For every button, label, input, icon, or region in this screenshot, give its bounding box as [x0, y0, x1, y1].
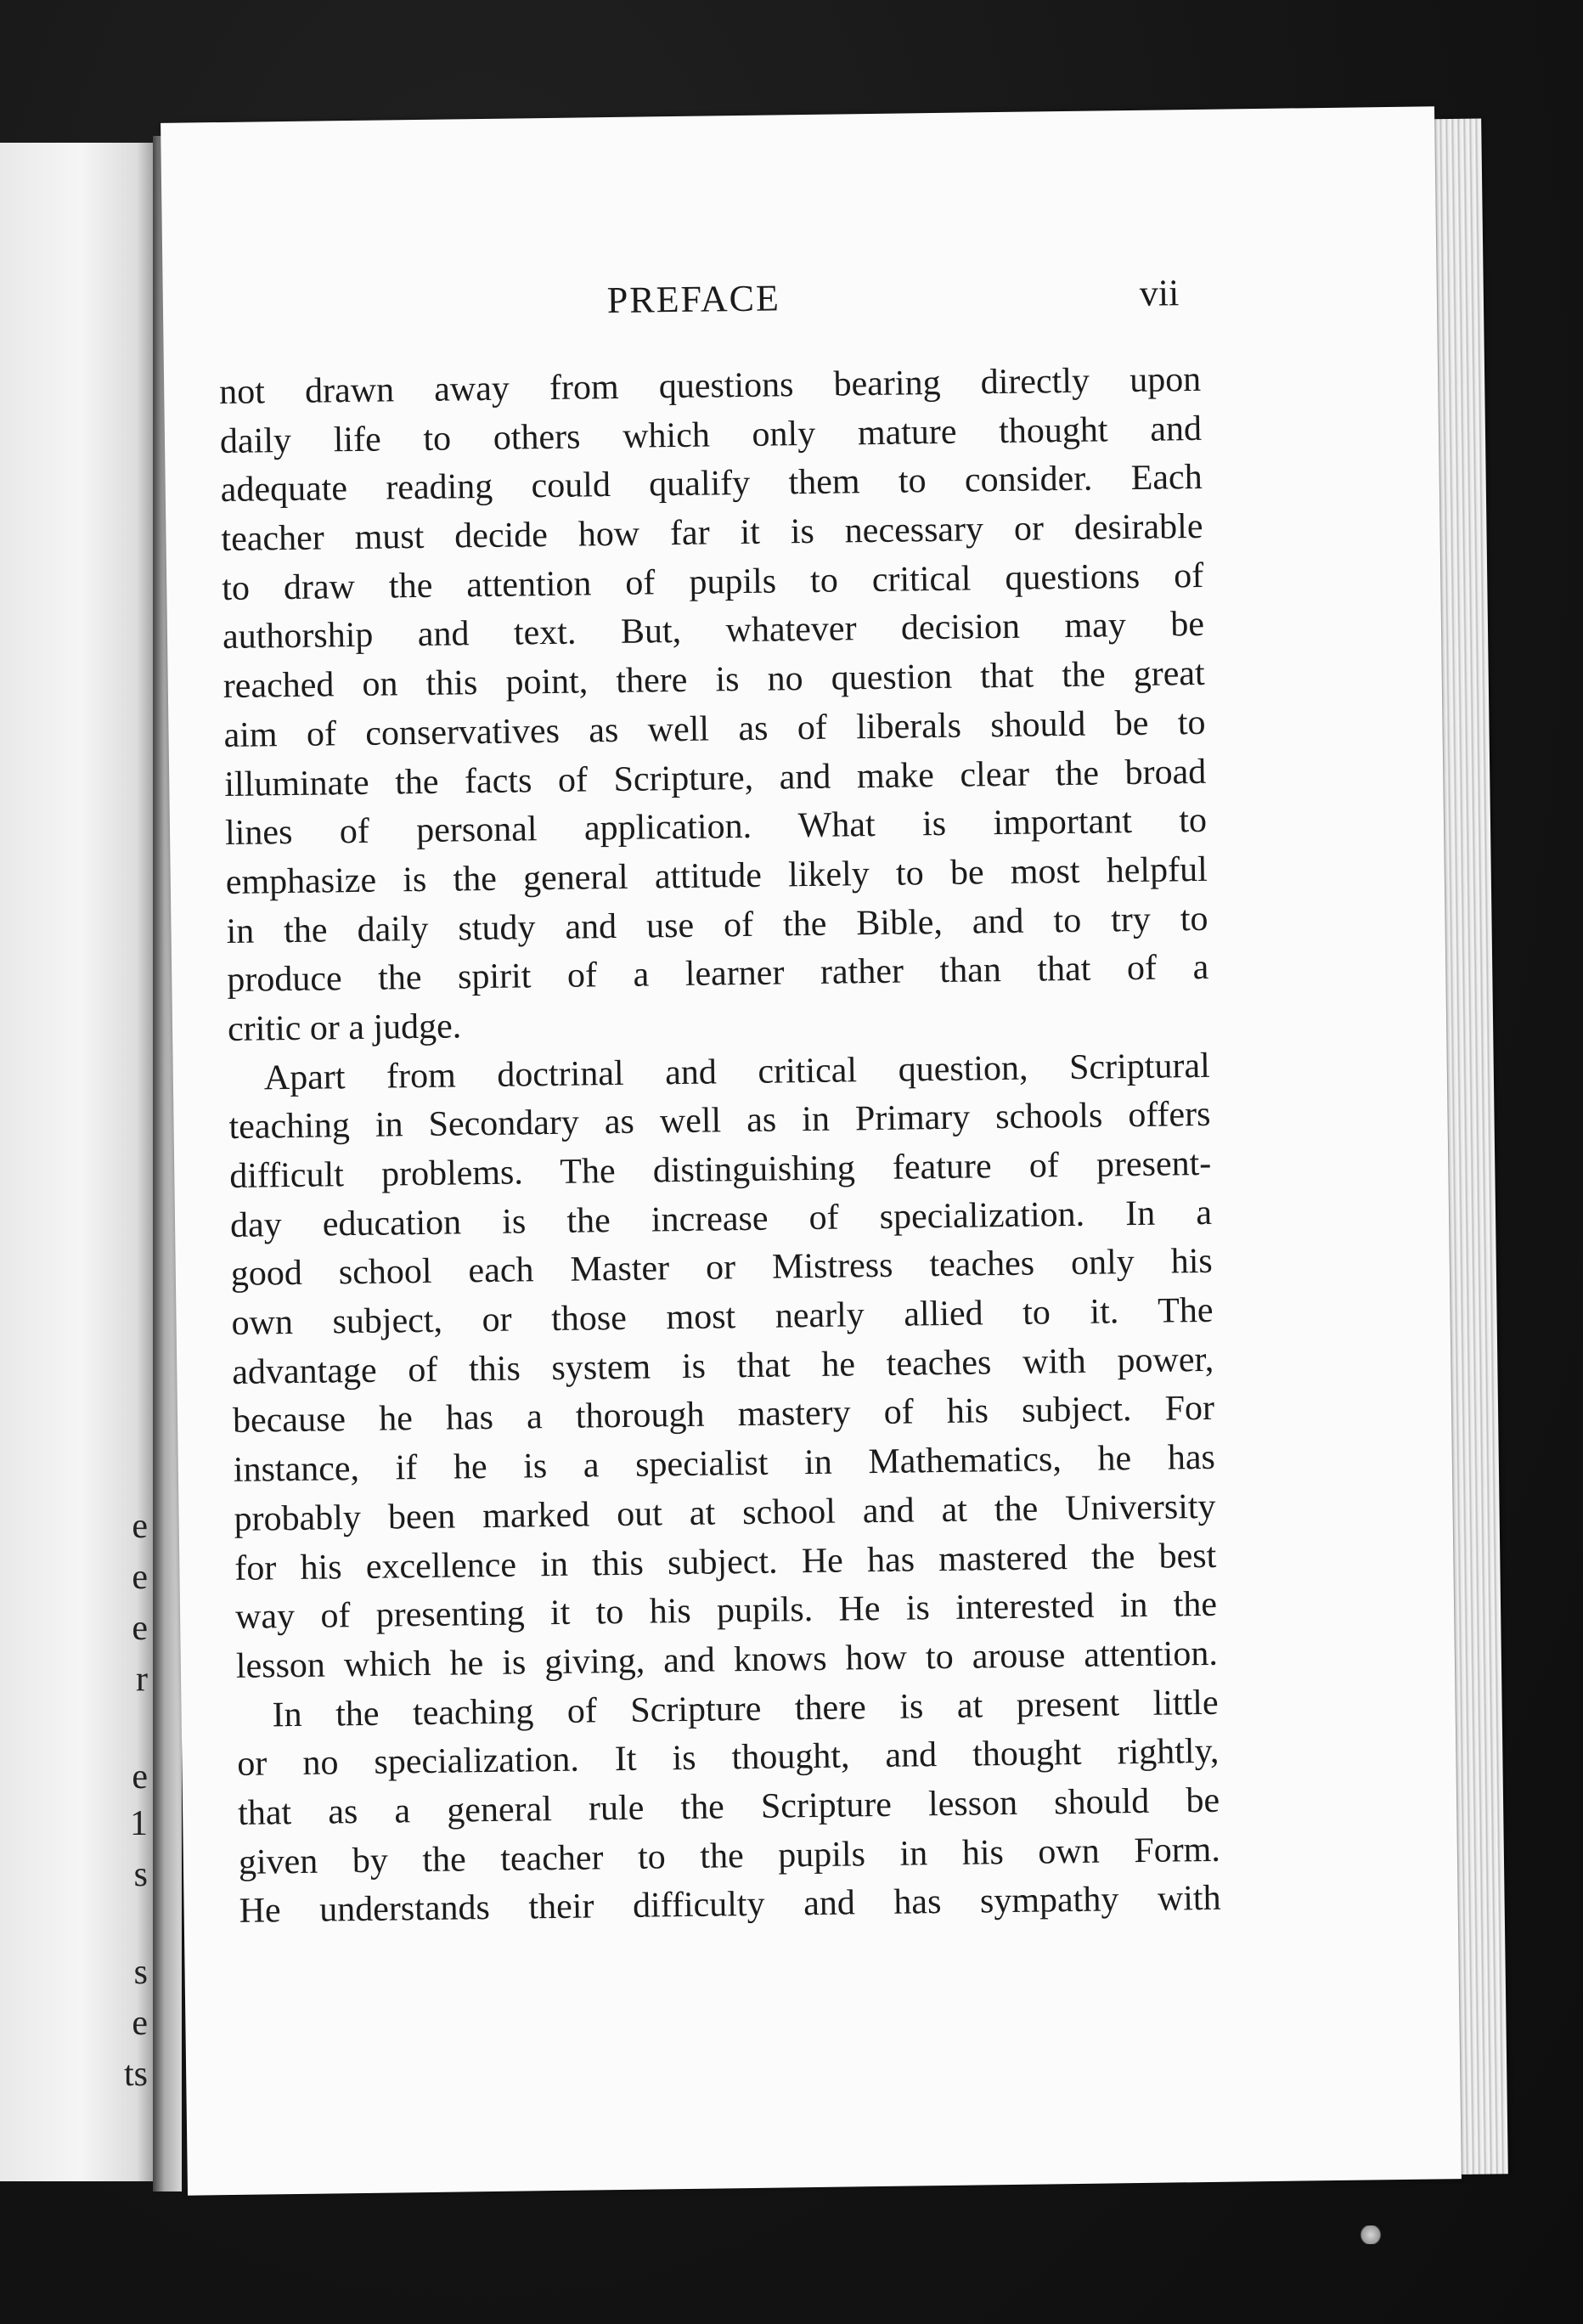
- facing-page-edge: [0, 143, 161, 2181]
- text-line: probably been marked out at school and at the University: [234, 1486, 1216, 1539]
- text-line: aim of conservatives as well as of liberals should be to: [223, 702, 1206, 755]
- text-line: that as a general rule the Scripture lesson should be: [237, 1780, 1220, 1833]
- text-line: daily life to others which only mature thought and: [219, 409, 1203, 461]
- text-line: in the daily study and use of the Bible, and to try to: [226, 899, 1208, 951]
- text-line: teacher must decide how far it is necessary or desirable: [221, 506, 1203, 560]
- paragraph-2: [228, 1041, 1218, 1691]
- paragraph-3: [236, 1678, 1221, 1937]
- text-line: because he has a thorough mastery of his subject. For: [232, 1389, 1215, 1441]
- text-line: authorship and text. But, whatever decision may be: [222, 605, 1205, 657]
- text-line: emphasize is the general attitude likely to be most helpful: [225, 849, 1208, 902]
- text-line: instance, if he is a specialist in Mathematics, he has: [233, 1437, 1216, 1491]
- fragment-letter: s: [133, 1953, 148, 1992]
- fragment-letter: e: [132, 2004, 148, 2043]
- fragment-letter: e: [132, 1609, 148, 1648]
- text-line: way of presenting it to his pupils. He is interested in the: [234, 1584, 1218, 1638]
- scan-speck: [1359, 2225, 1383, 2244]
- text-line: illuminate the facts of Scripture, and make clear the broad: [223, 752, 1207, 804]
- text-line: reached on this point, there is no question that the great: [223, 654, 1205, 707]
- text-line: teaching in Secondary as well as in Primary schools offers: [228, 1095, 1211, 1148]
- book-page: [161, 106, 1462, 2195]
- text-line: difficult problems. The distinguishing feature of present-: [229, 1143, 1212, 1196]
- text-line: advantage of this system is that he teaches with power,: [232, 1340, 1214, 1392]
- fragment-letter: e: [132, 1507, 148, 1546]
- running-head: [163, 268, 1438, 336]
- text-line: to draw the attention of pupils to critical questions of: [221, 556, 1204, 608]
- text-line: In the teaching of Scripture there is at present little: [272, 1683, 1219, 1735]
- fragment-letter: ts: [123, 2055, 148, 2094]
- text-line: lines of personal application. What is important to: [224, 801, 1208, 854]
- text-line: for his excellence in this subject. He has mastered the best: [234, 1536, 1217, 1588]
- fragment-letter: e: [132, 1757, 148, 1797]
- text-line: own subject, or those most nearly allied to it. The: [231, 1290, 1214, 1344]
- page-number: vii: [1139, 272, 1180, 314]
- text-line: day education is the increase of specialization. In a: [229, 1193, 1213, 1245]
- fragment-letter: s: [133, 1855, 148, 1894]
- fragment-letter: 1: [130, 1804, 148, 1843]
- text-line: produce the spirit of a learner rather than that of a: [227, 948, 1209, 1001]
- text-line: given by the teacher to the pupils in his own Form.: [238, 1830, 1221, 1882]
- fragment-letter: e: [132, 1558, 148, 1597]
- text-line: He understands their difficulty and has sympathy with: [239, 1879, 1221, 1932]
- running-head-title: PREFACE: [606, 277, 781, 322]
- paragraph-1: [219, 356, 1209, 1055]
- text-line: lesson which he is giving, and knows how to arouse attention.: [235, 1633, 1219, 1686]
- body-text: [219, 356, 1221, 1937]
- text-line: good school each Master or Mistress teaches only his: [230, 1242, 1214, 1295]
- facing-page-fragments: [100, 143, 151, 2181]
- text-line: adequate reading could qualify them to consider. Each: [220, 458, 1203, 510]
- text-line: critic or a judge.: [227, 1007, 462, 1049]
- text-line: not drawn away from questions bearing directly upon: [218, 359, 1202, 413]
- text-line: or no specialization. It is thought, and thought rightly,: [237, 1732, 1220, 1785]
- text-line: Apart from doctrinal and critical question, Scriptural: [263, 1046, 1211, 1098]
- fragment-letter: r: [136, 1660, 148, 1699]
